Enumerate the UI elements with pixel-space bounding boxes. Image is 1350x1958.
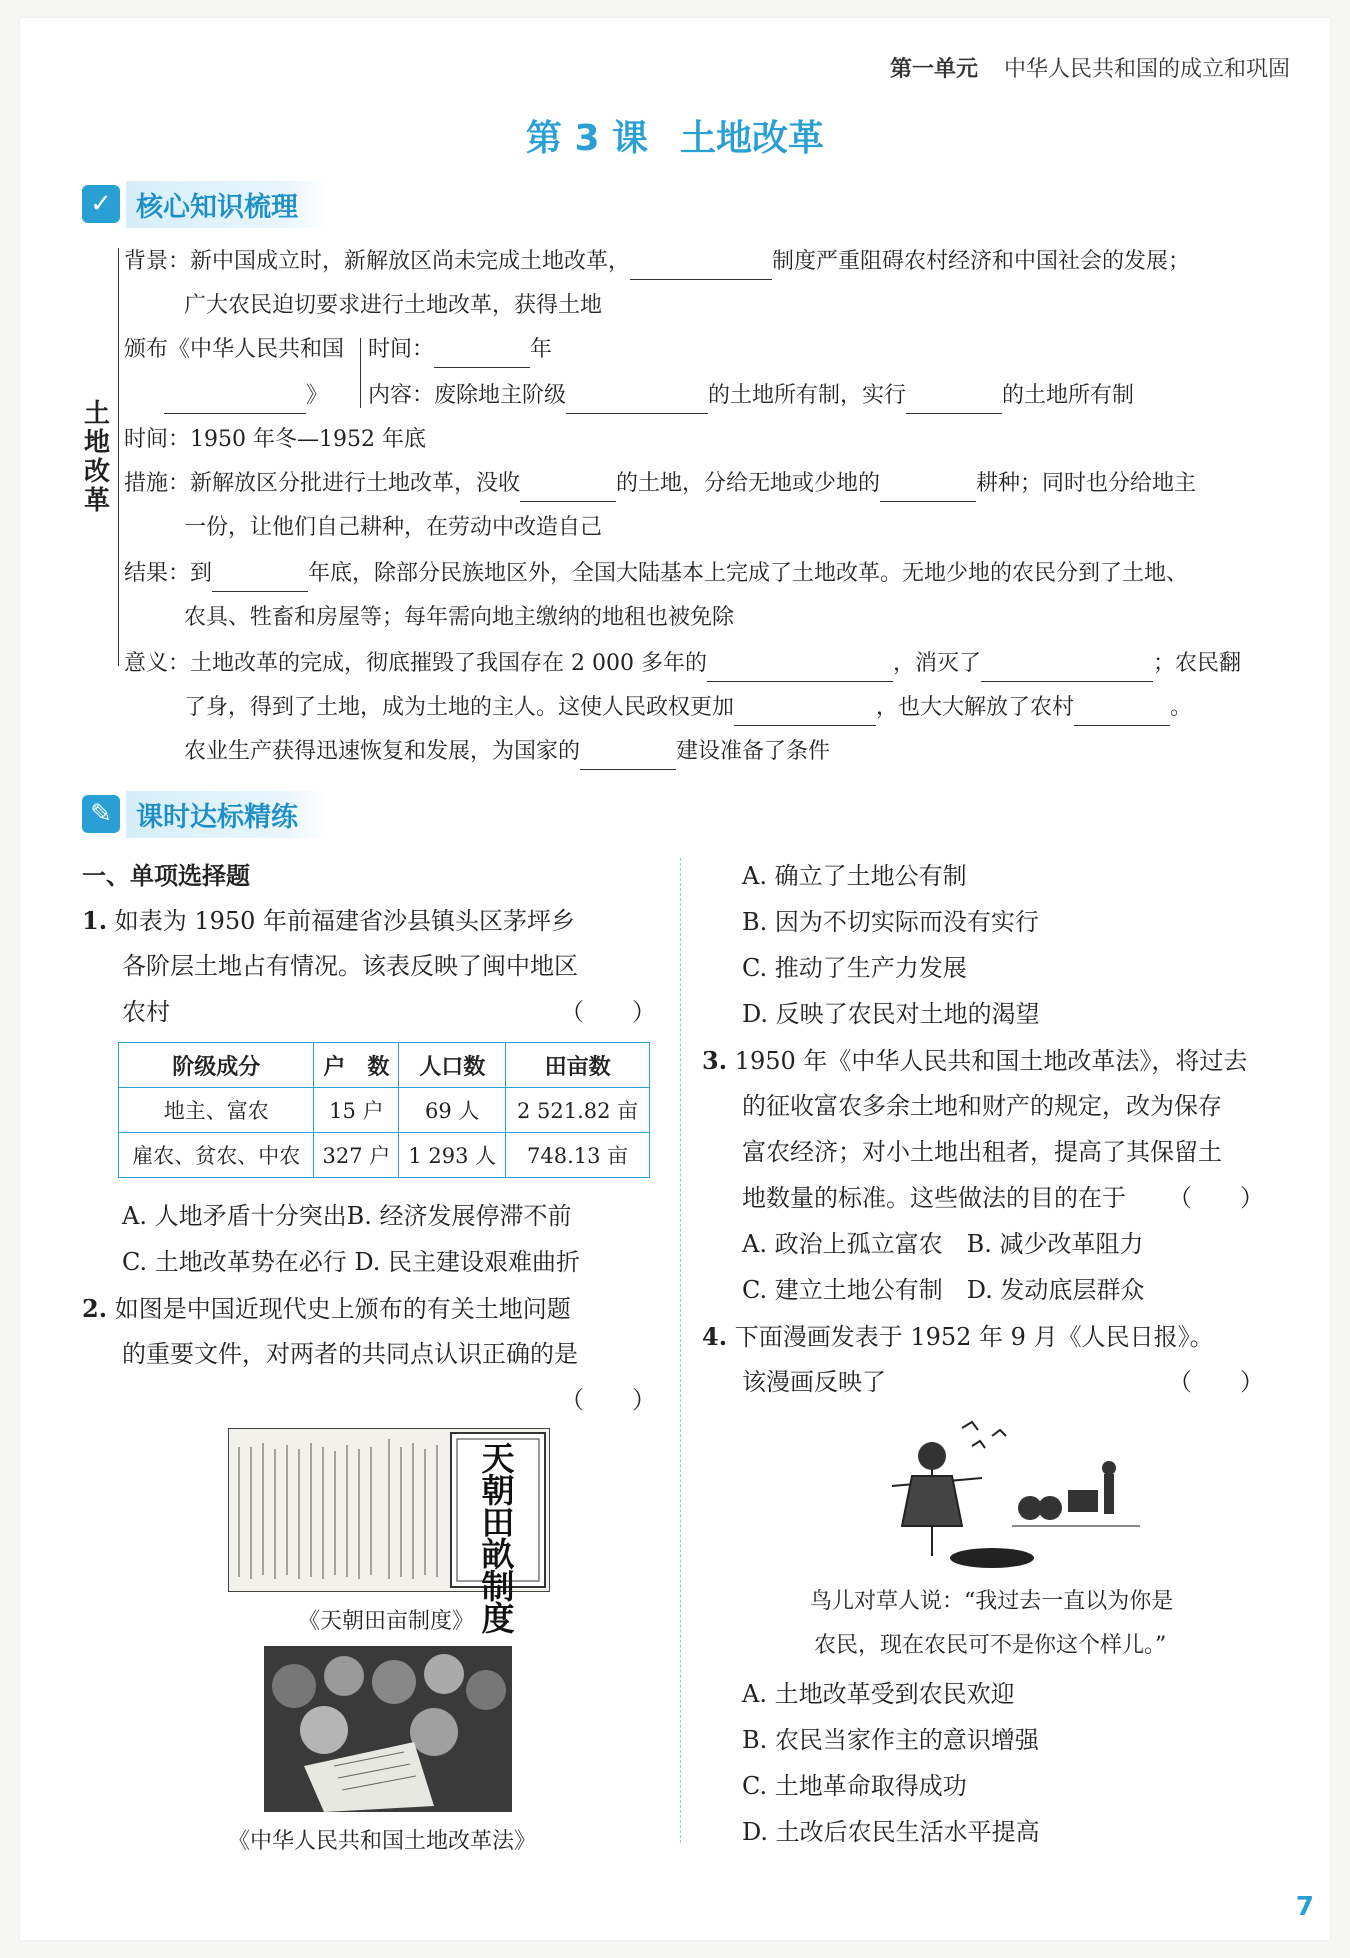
table-cell: 地主、富农 xyxy=(119,1088,314,1133)
blank[interactable] xyxy=(566,387,708,414)
q4-option-b[interactable]: B. 农民当家作主的意识增强 xyxy=(742,1726,1039,1754)
table-cell: 327 户 xyxy=(314,1133,399,1178)
unit-title: 中华人民共和国的成立和巩固 xyxy=(1003,57,1290,82)
q4-option-c[interactable]: C. 土地革命取得成功 xyxy=(742,1772,967,1800)
cartoon-caption-2: 农民，现在农民可不是你这个样儿。” xyxy=(814,1633,1167,1658)
checkbox-icon: ✓ xyxy=(82,185,120,223)
law-title-line: 》 xyxy=(164,378,328,414)
q3-option-c[interactable]: C. 建立土地公有制 xyxy=(742,1276,943,1304)
lesson-title xyxy=(0,110,1350,161)
law-content-line: 内容：废除地主阶级 的土地所有制，实行 的土地所有制 xyxy=(368,378,1134,414)
crowd-photo-graphic xyxy=(264,1646,512,1812)
scarecrow-cartoon xyxy=(872,1416,1142,1572)
section-core-title: 核心知识梳理 xyxy=(126,181,326,228)
table-row xyxy=(119,1088,650,1133)
q3-option-ab xyxy=(742,1222,1144,1267)
blank[interactable] xyxy=(906,387,1002,414)
table-row xyxy=(119,1133,650,1178)
q4-answer-paren[interactable]: （ ） xyxy=(1168,1368,1264,1396)
column-divider xyxy=(680,858,681,1843)
section-core-header xyxy=(82,182,326,226)
table-header-cell: 田亩数 xyxy=(506,1043,650,1088)
law-time-line: 时间： 年 xyxy=(368,332,552,368)
result-line-1: 结果：到 年底，除部分民族地区外，全国大陆基本上完成了土地改革。无地少地的农民分到了土地、 xyxy=(124,556,1188,592)
q1-answer-paren[interactable]: （ ） xyxy=(560,998,656,1026)
table-cell: 15 户 xyxy=(314,1088,399,1133)
table-cell: 2 521.82 亩 xyxy=(506,1088,650,1133)
q3-line-1: 3. 1950 年《中华人民共和国土地改革法》，将过去 xyxy=(702,1046,1248,1075)
bg-line-2: 广大农民迫切要求进行土地改革，获得土地 xyxy=(184,293,603,318)
law-label: 颁布《中华人民共和国 xyxy=(124,337,345,362)
outer-brace xyxy=(118,248,119,666)
q1-option-d[interactable]: D. 民主建设艰难曲折 xyxy=(354,1248,581,1276)
q3-answer-paren[interactable]: （ ） xyxy=(1168,1184,1264,1212)
q2-option-c[interactable]: C. 推动了生产力发展 xyxy=(742,954,967,982)
meaning-line-2: 了身，得到了土地，成为土地的主人。这使人民政权更加 ，也大大解放了农村 。 xyxy=(184,690,1192,726)
land-reform-law-photo xyxy=(264,1646,512,1812)
table-cell: 1 293 人 xyxy=(399,1133,506,1178)
q1-option-c[interactable]: C. 土地改革势在必行 xyxy=(122,1248,347,1276)
blank[interactable] xyxy=(734,699,876,726)
q2-option-a[interactable]: A. 确立了土地公有制 xyxy=(742,862,967,890)
table-header-cell: 户 数 xyxy=(314,1043,399,1088)
blank[interactable] xyxy=(520,475,616,502)
land-table xyxy=(118,1042,650,1178)
measure-line-2: 一份，让他们自己耕种，在劳动中改造自己 xyxy=(184,515,603,540)
table-cell: 748.13 亩 xyxy=(506,1133,650,1178)
blank[interactable] xyxy=(580,743,676,770)
caption-tianchao: 《天朝田亩制度》 xyxy=(298,1609,475,1634)
measure-line-1: 措施：新解放区分批进行土地改革，没收 的土地，分给无地或少地的 耕种；同时也分给地主 xyxy=(124,466,1196,502)
q3-option-b[interactable]: B. 减少改革阻力 xyxy=(966,1230,1144,1258)
blank[interactable] xyxy=(164,387,306,414)
q4-line-1: 4. 下面漫画发表于 1952 年 9 月《人民日报》。 xyxy=(702,1322,1214,1351)
blank[interactable] xyxy=(981,655,1153,682)
blank[interactable] xyxy=(434,341,530,368)
q1-line-1: 1. 如表为 1950 年前福建省沙县镇头区茅坪乡 xyxy=(82,906,576,935)
bg-line-1: 背景：新中国成立时，新解放区尚未完成土地改革， 制度严重阻碍农村经济和中国社会的发展； xyxy=(124,244,1190,280)
pencil-icon: ✎ xyxy=(82,795,120,833)
q3-option-d[interactable]: D. 发动底层群众 xyxy=(966,1276,1145,1304)
q4-option-d[interactable]: D. 土改后农民生活水平提高 xyxy=(742,1818,1040,1846)
table-cell: 雇农、贫农、中农 xyxy=(119,1133,314,1178)
section-practice-header xyxy=(82,792,326,836)
q4-line-2: 该漫画反映了 xyxy=(742,1368,886,1396)
table-header-cell: 阶级成分 xyxy=(119,1043,314,1088)
table-cell: 69 人 xyxy=(399,1088,506,1133)
cartoon-graphic xyxy=(872,1416,1142,1572)
q1-line-3: 农村 xyxy=(122,998,170,1026)
unit-label: 第一单元 xyxy=(889,57,978,82)
q1-line-2: 各阶层土地占有情况。该表反映了闽中地区 xyxy=(122,952,578,980)
inner-brace xyxy=(360,338,361,408)
q1-option-a[interactable]: A. 人地矛盾十分突出 xyxy=(122,1202,347,1230)
running-header xyxy=(890,52,1290,83)
time-line: 时间：1950 年冬—1952 年底 xyxy=(124,427,426,452)
part-title: 一、单项选择题 xyxy=(82,862,250,890)
meaning-line-3: 农业生产获得迅速恢复和发展，为国家的 建设准备了条件 xyxy=(184,734,830,770)
lesson-name: 土地改革 xyxy=(680,118,825,159)
table-header-row xyxy=(119,1043,650,1088)
q2-option-d[interactable]: D. 反映了农民对土地的渴望 xyxy=(742,1000,1040,1028)
blank[interactable] xyxy=(707,655,893,682)
side-title: 土地改革 xyxy=(84,399,111,516)
blank[interactable] xyxy=(212,565,308,592)
q2-line-1: 2. 如图是中国近现代史上颁布的有关土地问题 xyxy=(82,1294,571,1323)
blank[interactable] xyxy=(880,475,976,502)
q3-option-a[interactable]: A. 政治上孤立富农 xyxy=(742,1230,943,1258)
q1-option-b[interactable]: B. 经济发展停滞不前 xyxy=(346,1202,572,1230)
cartoon-caption-1: 鸟儿对草人说：“我过去一直以为你是 xyxy=(810,1589,1174,1614)
meaning-line-1: 意义：土地改革的完成，彻底摧毁了我国存在 2 000 多年的 ，消灭了 ；农民翻 xyxy=(124,646,1241,682)
lesson-number: 第 3 课 xyxy=(525,118,649,159)
document-title-text: 天朝田畝制度 xyxy=(481,1439,515,1638)
blank[interactable] xyxy=(630,253,772,280)
q1-option-ab xyxy=(122,1194,572,1239)
q3-line-4: 地数量的标准。这些做法的目的在于 xyxy=(742,1184,1126,1212)
q3-option-cd xyxy=(742,1268,1144,1313)
q2-line-2: 的重要文件，对两者的共同点认识正确的是 xyxy=(122,1340,578,1368)
q3-line-2: 的征收富农多余土地和财产的规定，改为保存 xyxy=(742,1092,1222,1120)
q2-option-b[interactable]: B. 因为不切实际而没有实行 xyxy=(742,908,1039,936)
result-line-2: 农具、牲畜和房屋等；每年需向地主缴纳的地租也被免除 xyxy=(184,605,735,630)
q4-option-a[interactable]: A. 土地改革受到农民欢迎 xyxy=(742,1680,1015,1708)
caption-land-law: 《中华人民共和国土地改革法》 xyxy=(228,1829,537,1854)
section-practice-title: 课时达标精练 xyxy=(126,791,326,838)
q2-answer-paren[interactable]: （ ） xyxy=(560,1386,656,1414)
q1-option-cd xyxy=(122,1240,580,1285)
q3-line-3: 富农经济；对小土地出租者，提高了其保留土 xyxy=(742,1138,1222,1166)
page-number: 7 xyxy=(1295,1892,1314,1922)
table-header-cell: 人口数 xyxy=(399,1043,506,1088)
blank[interactable] xyxy=(1074,699,1170,726)
